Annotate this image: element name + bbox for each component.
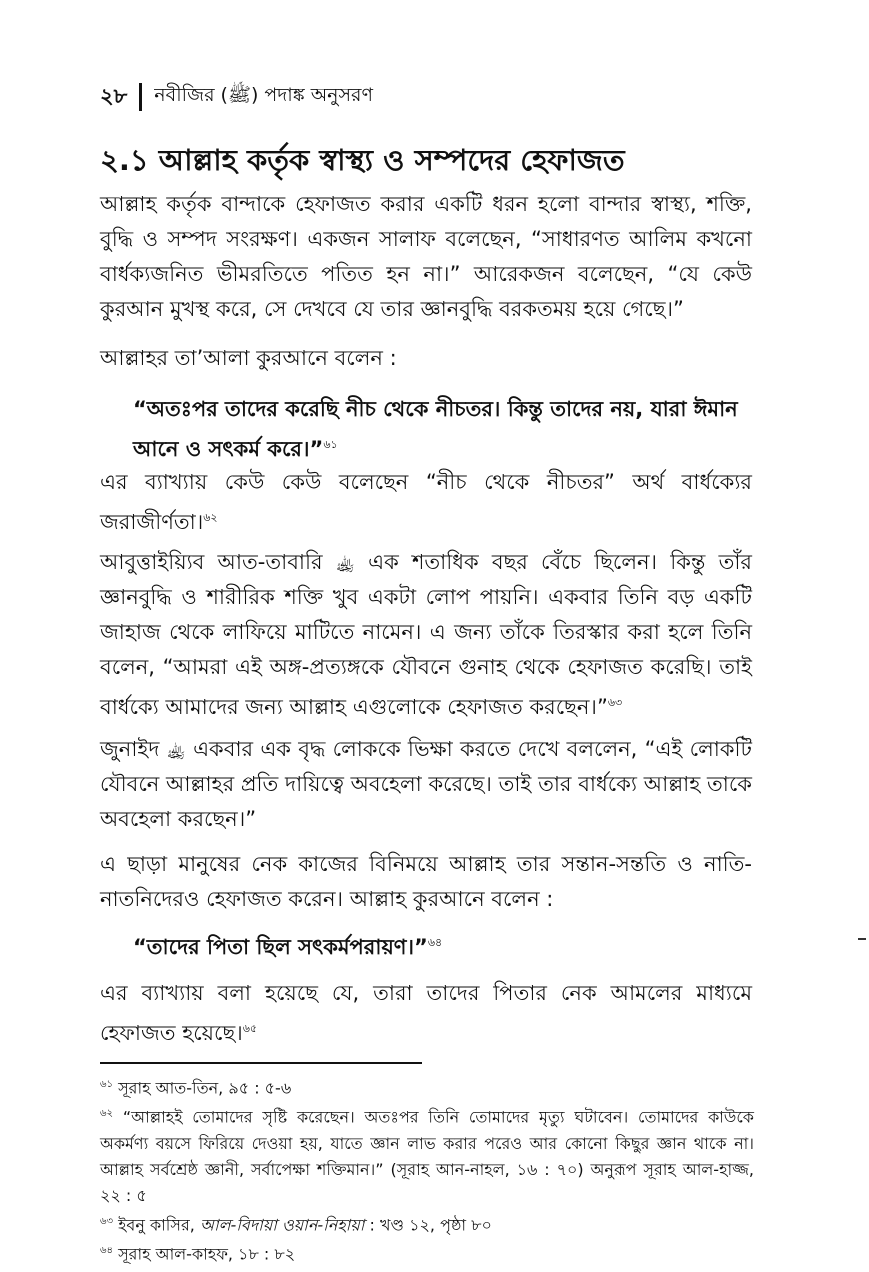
paragraph-4 [100,545,752,725]
footnote-63-mark: ৬৩ [100,1215,114,1227]
footnote-62 [100,1101,754,1208]
paragraph-4-text: আবুত্তাইয়্যিব আত-তাবারি ﵀ এক শতাধিক বছর বেঁচে ছিলেন। কিন্তু তাঁর জ্ঞানবুদ্ধি ও শারীরিক শক্তি খুব একটা লোপ পায়নি। একবার তিনি বড় একটি জাহাজ থেকে লাফিয়ে মাটিতে নামেন। এ জন্য তাঁকে তিরস্কার করা হলে তিনি বলেন, “আমরা এই অঙ্গ-প্রত্যঙ্গকে যৌবনে গুনাহ থেকে হেফাজত করেছি। তাই বার্ধক্যে আমাদের জন্য আল্লাহ এগুলোকে হেফাজত করছেন।” [100,550,752,719]
page-number: ২৮ [100,83,128,108]
footnote-ref-61: ৬১ [323,438,338,451]
paragraph-3 [100,465,752,540]
paragraph-6-text: এ ছাড়া মানুষের নেক কাজের বিনিময়ে আল্লাহ তার সন্তান-সন্ততি ও নাতি-নাতনিদেরও হেফাজত করেন। আল্লাহ কুরআনে বলেন : [100,852,752,911]
footnote-63-location: : খণ্ড ১২, পৃষ্ঠা ৮০ [369,1214,492,1234]
paragraph-1-text: আল্লাহ কর্তৃক বান্দাকে হেফাজত করার একটি ধরন হলো বান্দার স্বাস্থ্য, শক্তি, বুদ্ধি ও সম্পদ সংরক্ষণ। একজন সালাফ বলেছেন, “সাধারণত আলিম কখনো বার্ধক্যজনিত ভীমরতিতে পতিত হন না।” আরেকজন বলেছেন, “যে কেউ কুরআন মুখস্থ করে, সে দেখবে যে তার জ্ঞানবুদ্ধি বরকতময় হয়ে গেছে।” [100,192,752,321]
footnote-64-text: সূরাহ আল-কাহফ, ১৮ : ৮২ [118,1244,296,1264]
quote-1 [133,391,753,467]
quote-1-text: “অতঃপর তাদের করেছি নীচ থেকে নীচতর। কিন্তু তাদের নয়, যারা ঈমান আনে ও সৎকর্ম করে।” [133,397,738,461]
footnote-ref-62: ৬২ [203,511,218,524]
paragraph-1 [100,187,752,327]
quote-2 [133,925,753,965]
paragraph-3-text: এর ব্যাখ্যায় কেউ কেউ বলেছেন “নীচ থেকে নীচতর” অর্থ বার্ধক্যের জরাজীর্ণতা। [100,470,752,534]
footnote-61-text: সূরাহ আত-তিন, ৯৫ : ৫-৬ [118,1078,292,1098]
footnote-ref-63: ৬৩ [607,696,623,709]
footnote-63-author: ইবনু কাসির, [118,1214,195,1234]
footnote-63 [100,1209,754,1238]
paragraph-6 [100,847,752,917]
paragraph-5-text: জুনাইদ ﵀ একবার এক বৃদ্ধ লোককে ভিক্ষা করতে দেখে বললেন, “এই লোকটি যৌবনে আল্লাহর প্রতি দায়িত্বে অবহেলা করেছে। তাই তার বার্ধক্যে আল্লাহ তাকে অবহেলা করছেন।” [100,737,752,831]
footnote-64-mark: ৬৪ [100,1244,113,1256]
quote-2-text: “তাদের পিতা ছিল সৎকর্মপরায়ণ।” [133,935,428,959]
footnote-62-text: “আল্লাহই তোমাদের সৃষ্টি করেছেন। অতঃপর তিনি তোমাদের মৃত্যু ঘটাবেন। তোমাদের কাউকে অকর্মণ্য বয়সে ফিরিয়ে দেওয়া হয়, যাতে জ্ঞান লাভ করার পরেও আর কোনো কিছুর জ্ঞান থাকে না। আল্লাহ সর্বশ্রেষ্ঠ জ্ঞানী, সর্বাপেক্ষা শক্তিমান।” (সূরাহ আন-নাহল, ১৬ : ৭০) অনুরূপ সূরাহ আল-হাজ্জ, ২২ : ৫ [100,1107,754,1205]
footnote-63-book-title: আল-বিদায়া ওয়ান-নিহায়া [199,1214,365,1234]
footnote-61-mark: ৬১ [100,1079,113,1090]
paragraph-7-text: এর ব্যাখ্যায় বলা হয়েছে যে, তারা তাদের পিতার নেক আমলের মাধ্যমে হেফাজত হয়েছে। [100,981,752,1045]
footnote-ref-65: ৬৫ [242,1022,258,1035]
footnotes [100,1072,754,1267]
paragraph-7 [100,976,752,1051]
section-heading: ২.১ আল্লাহ কর্তৃক স্বাস্থ্য ও সম্পদের হেফাজত [100,143,625,177]
footnote-62-mark: ৬২ [100,1108,114,1120]
footnote-64 [100,1238,754,1267]
footnote-ref-64: ৬৪ [427,936,443,949]
paragraph-5 [100,732,752,837]
margin-mark [858,938,866,940]
page-header [100,80,373,114]
header-divider [139,83,142,111]
paragraph-2 [100,341,752,376]
footnote-61 [100,1072,754,1101]
footnote-divider [100,1062,422,1064]
paragraph-2-text: আল্লাহর তা’আলা কুরআনে বলেন : [100,346,397,370]
running-title: নবীজির (ﷺ) পদাঙ্ক অনুসরণ [154,84,373,106]
